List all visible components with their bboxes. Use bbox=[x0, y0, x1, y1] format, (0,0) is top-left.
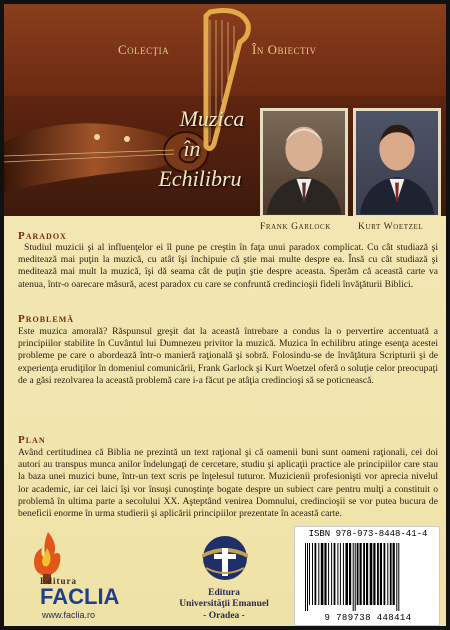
publisher-center-line-1: Editura bbox=[208, 588, 240, 598]
collection-label-right: În Obiectiv bbox=[252, 42, 317, 57]
section-body-plan: Având certitudinea că Biblia ne prezintă un text raţional şi că oamenii buni sunt oameni raţionali, cei doi autori au transpus munca anilor îndelungaţi de cercetare, studiu şi aplicaţii practice ale principiilor care stau la baza unei muzici bune, într-un text scris pe înţelesul tuturor. Muzicienii profesionişti vor aprecia nivelul lor academic, iar cei laici îşi vor însuşi cunoştinţe bogate despre un subiect care pentru mulţi a constituit o problemă în ultima parte a secolului XX. Aşteptând venirea Domnului, credincioşii se vor putea bucura de beneficii enorme în urma studierii şi aplicării principiilor prezentate în această carte. bbox=[18, 447, 438, 520]
author-name-2: Kurt Woetzel bbox=[358, 222, 424, 232]
author-photo-1 bbox=[260, 108, 348, 216]
isbn-number: ISBN 978-973-8448-41-4 bbox=[308, 529, 428, 539]
section-heading-problem: Problemă bbox=[18, 313, 75, 325]
publisher-left-brand: FACLIA bbox=[40, 584, 120, 609]
isbn-barcode bbox=[294, 526, 440, 626]
barcode-bars-icon bbox=[303, 543, 433, 611]
cover-header bbox=[4, 4, 446, 216]
portrait-illustration bbox=[263, 111, 345, 215]
university-logo-icon bbox=[192, 534, 258, 586]
publisher-left-url: www.faclia.ro bbox=[42, 610, 96, 620]
barcode-digits: 9 789738 448414 bbox=[324, 613, 412, 623]
publisher-left-label: Editura bbox=[40, 576, 78, 586]
section-heading-paradox: Paradox bbox=[18, 230, 67, 242]
portrait-illustration bbox=[356, 111, 438, 215]
publisher-center-line-3: - Oradea - bbox=[203, 611, 245, 621]
collection-label-left: Colecţia bbox=[118, 42, 170, 57]
section-heading-plan: Plan bbox=[18, 434, 46, 446]
title-line-3: Echilibru bbox=[158, 166, 242, 191]
author-photo-2 bbox=[353, 108, 441, 216]
publisher-center-line-2: Universităţii Emanuel bbox=[179, 599, 269, 609]
section-body-problem: Este muzica amorală? Răspunsul greşit dat la această întrebare a condus la o pervertire accentuată a principiilor stabilite în Cuvântul lui Dumnezeu privitor la muzică. Muzica în echilibru atinge esenţa acestei probleme pe care o abordează într-o manieră raţională şi sobră. Folosindu-se de învăţătura Scripturii şi de experienţa erudiţilor în domeniul comunicării, Frank Garlock şi Kurt Woetzel oferă o soluţie celor preocupaţi de a găsi rezolvarea la această problemă care i-a făcut pe atâţia credincioşi să se poticnească. bbox=[18, 326, 438, 386]
author-name-1: Frank Garlock bbox=[260, 222, 331, 232]
title-line-1: Muzica bbox=[179, 106, 245, 131]
title-line-2: în bbox=[183, 136, 201, 161]
section-body-paradox: Studiul muzicii şi al influenţelor ei îl pune pe creştin în faţa unui paradox complicat. Cu cât studiază şi meditează mai puţin la muzică, cu atât îşi închipuie că ştie mai multe despre ea. Însă cu cât studiază şi meditează mai mult la muzică, îşi dă seama cât de puţin ştie despre aceasta. Sperăm că această carte va atenua, într-o oarecare măsură, acest paradox cu care se confruntă credincioşii fideli învăţăturii Biblici. bbox=[18, 242, 438, 290]
book-title bbox=[122, 104, 272, 194]
